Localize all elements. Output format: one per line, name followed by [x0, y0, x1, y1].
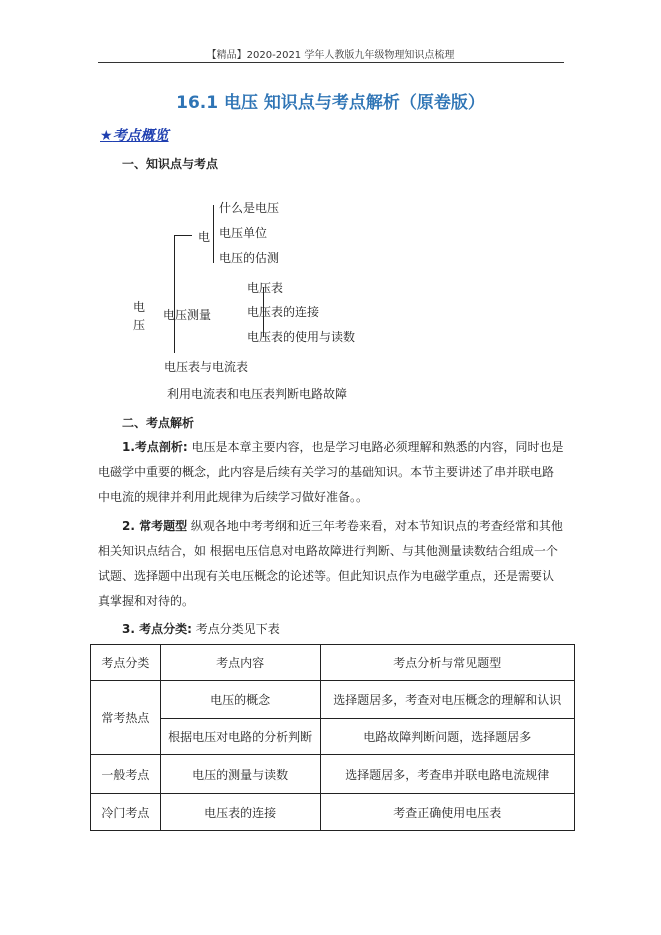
table-cell-content: 电压的概念 — [160, 681, 320, 719]
table-row — [91, 719, 575, 755]
tree-branch-a: 电 — [198, 230, 211, 244]
analysis-paragraph-2 — [98, 514, 564, 614]
paragraph-label: 1.考点剖析: — [122, 440, 188, 454]
tree-bracket-top — [174, 235, 192, 236]
table-cell-analysis: 选择题居多，考查串并联电路电流规律 — [320, 755, 574, 794]
paragraph-text: 考点分类见下表 — [191, 622, 280, 636]
table-cell-content: 电压表的连接 — [160, 794, 320, 831]
part1-heading: 一、知识点与考点 — [122, 157, 219, 171]
tree-item: 什么是电压 — [219, 201, 280, 215]
table-cell-content: 电压的测量与读数 — [160, 755, 320, 794]
table-cell-analysis: 电路故障判断问题，选择题居多 — [320, 719, 574, 755]
tree-branch-c: 电压表与电流表 — [164, 360, 249, 374]
paragraph-label: 3. 考点分类: — [122, 622, 192, 636]
analysis-paragraph-3 — [98, 617, 564, 642]
table-row — [91, 755, 575, 794]
table-header-cell: 考点内容 — [160, 645, 320, 681]
table-cell-category: 冷门考点 — [91, 794, 161, 831]
table-row — [91, 794, 575, 831]
paragraph-label: 2. 常考题型 — [122, 519, 188, 533]
section-badge — [100, 125, 169, 145]
tree-item: 电压表的使用与读数 — [247, 330, 356, 344]
table-cell-category: 一般考点 — [91, 755, 161, 794]
tree-bracket-a — [213, 205, 214, 263]
tree-item: 电压的估测 — [219, 251, 280, 265]
analysis-paragraph-1 — [98, 435, 564, 510]
document-title: 16.1 电压 知识点与考点解析（原卷版） — [176, 93, 485, 113]
part2-heading: 二、考点解析 — [122, 416, 195, 430]
table-header-row — [91, 645, 575, 681]
table-cell-analysis: 选择题居多，考查对电压概念的理解和认识 — [320, 681, 574, 719]
page-header: 【精品】2020-2021 学年人教版九年级物理知识点梳理 — [206, 50, 455, 61]
table-cell-category: 常考热点 — [91, 681, 161, 755]
table-cell-analysis: 考查正确使用电压表 — [320, 794, 574, 831]
star-icon: ★ — [100, 128, 113, 144]
tree-item: 电压单位 — [219, 226, 268, 240]
table-cell-content: 根据电压对电路的分析判断 — [160, 719, 320, 755]
paragraph-text: 电压是本章主要内容，也是学习电路必须理解和熟悉的内容，同时也是电磁学中重要的概念，此内容是后续有关学习的基础知识。本节主要讲述了串并联电路中电流的规律并利用此规律为后续学习做好准备。。 — [98, 440, 564, 504]
header-rule — [98, 62, 564, 63]
tree-bracket-main — [174, 235, 175, 353]
exam-point-table — [90, 644, 575, 831]
tree-root: 电 压 — [132, 300, 145, 332]
table-header-cell: 考点分类 — [91, 645, 161, 681]
tree-item: 电压表的连接 — [247, 305, 320, 319]
paragraph-text: 纵观各地中考考纲和近三年考卷来看，对本节知识点的考查经常和其他相关知识点结合，如 根据电压信息对电路故障进行判断、与其他测量读数结合组成一个试题、选择题中出现有关电压概念的论述等。但此知识点作为电磁学重点，还是需要认真掌握和对待的。 — [98, 519, 563, 608]
table-header-cell: 考点分析与常见题型 — [320, 645, 574, 681]
tree-item: 电压表 — [247, 281, 284, 295]
tree-branch-b: 电压测量 — [163, 308, 212, 322]
tree-branch-d: 利用电流表和电压表判断电路故障 — [167, 387, 348, 401]
section-badge-label: 考点概览 — [112, 128, 169, 144]
table-row — [91, 681, 575, 719]
